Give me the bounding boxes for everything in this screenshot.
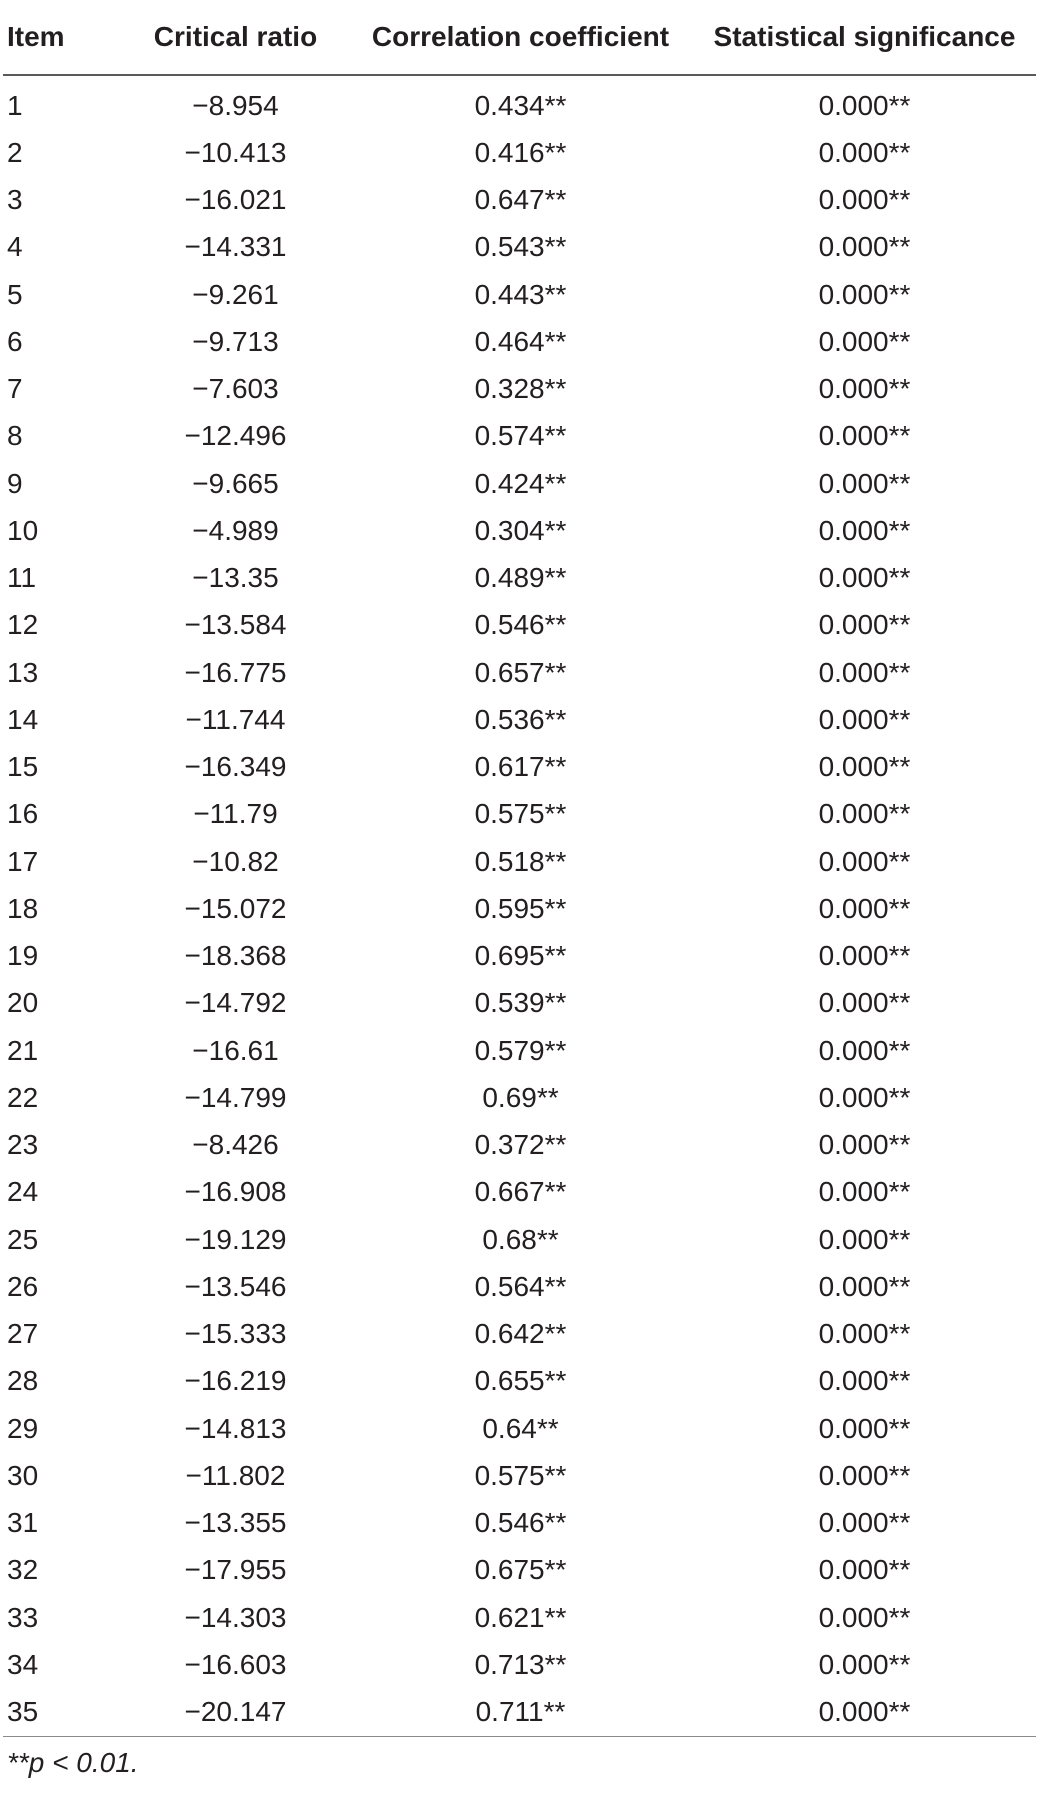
cell-critical-ratio: −14.813 [184,1412,287,1444]
cell-correlation-coefficient: 0.304** [474,514,567,546]
cell-item: 23 [7,1129,39,1161]
cell-critical-ratio: −20.147 [123,1689,348,1737]
cell-statistical-significance: 0.000** [818,1176,911,1208]
cell-statistical-significance: 0.000** [693,1689,1036,1737]
cell-critical-ratio: −11.79 [193,798,278,830]
cell-critical-ratio: −16.021 [184,184,287,216]
cell-correlation-coefficient: 0.713** [474,1648,567,1680]
table-row [3,1500,1036,1547]
cell-correlation-coefficient: 0.68** [482,1223,559,1255]
cell-item: 11 [7,562,37,594]
cell-critical-ratio: −14.303 [184,1601,287,1633]
item-analysis-table [3,0,1036,1737]
cell-item: 19 [7,940,39,972]
cell-correlation-coefficient: 0.657** [474,656,567,688]
cell-statistical-significance: 0.000** [818,184,911,216]
cell-critical-ratio: −4.989 [192,514,279,546]
cell-critical-ratio: −12.496 [184,420,287,452]
cell-critical-ratio: −11.744 [185,703,286,735]
cell-critical-ratio: −17.955 [184,1554,287,1586]
cell-correlation-coefficient: 0.416** [474,136,567,168]
cell-correlation-coefficient: 0.464** [474,325,567,357]
cell-statistical-significance: 0.000** [818,89,911,121]
cell-critical-ratio: −13.584 [184,609,287,641]
cell-critical-ratio: −8.426 [192,1129,279,1161]
cell-statistical-significance: 0.000** [818,1270,911,1302]
cell-item: 30 [7,1459,39,1491]
cell-correlation-coefficient: 0.434** [474,89,567,121]
cell-correlation-coefficient: 0.675** [474,1554,567,1586]
cell-statistical-significance: 0.000** [818,1365,911,1397]
cell-item: 16 [7,798,39,830]
table-row [3,555,1036,602]
cell-critical-ratio: −13.355 [184,1507,287,1539]
cell-statistical-significance: 0.000** [818,1318,911,1350]
table-row [3,129,1036,176]
table-row [3,933,1036,980]
cell-statistical-significance: 0.000** [818,514,911,546]
cell-statistical-significance: 0.000** [818,703,911,735]
table-row [3,318,1036,365]
cell-critical-ratio: −7.603 [192,373,279,405]
table-row [3,1122,1036,1169]
cell-item: 24 [7,1176,39,1208]
table-row [3,1594,1036,1641]
table-row [3,366,1036,413]
cell-statistical-significance: 0.000** [818,845,911,877]
cell-item: 21 [7,1034,39,1066]
cell-statistical-significance: 0.000** [818,1223,911,1255]
cell-critical-ratio: −14.799 [184,1081,287,1113]
cell-critical-ratio: −9.665 [192,467,279,499]
cell-item: 34 [7,1648,39,1680]
table-row [3,980,1036,1027]
cell-critical-ratio: −16.603 [184,1648,287,1680]
cell-item: 3 [7,184,23,216]
cell-critical-ratio: −16.219 [184,1365,287,1397]
cell-critical-ratio: −16.349 [184,751,287,783]
cell-statistical-significance: 0.000** [818,609,911,641]
cell-item: 26 [7,1270,39,1302]
table-row [3,696,1036,743]
table-row [3,1027,1036,1074]
cell-statistical-significance: 0.000** [818,656,911,688]
cell-item: 9 [7,467,23,499]
cell-correlation-coefficient: 0.546** [474,1507,567,1539]
table-row [3,1547,1036,1594]
cell-statistical-significance: 0.000** [818,325,911,357]
cell-statistical-significance: 0.000** [818,1412,911,1444]
cell-correlation-coefficient: 0.647** [474,184,567,216]
cell-correlation-coefficient: 0.711** [348,1689,693,1737]
header-row [3,0,1036,75]
cell-item: 6 [7,325,23,357]
cell-critical-ratio: −9.261 [192,278,279,310]
table-row [3,649,1036,696]
table-row [3,271,1036,318]
cell-correlation-coefficient: 0.575** [474,1459,567,1491]
cell-correlation-coefficient: 0.579** [474,1034,567,1066]
cell-correlation-coefficient: 0.617** [474,751,567,783]
cell-statistical-significance: 0.000** [818,892,911,924]
cell-critical-ratio: −13.546 [184,1270,287,1302]
cell-statistical-significance: 0.000** [818,278,911,310]
cell-critical-ratio: −16.775 [184,656,287,688]
table-footnote: **p < 0.01. [7,1746,139,1778]
cell-statistical-significance: 0.000** [818,751,911,783]
cell-statistical-significance: 0.000** [818,467,911,499]
cell-critical-ratio: −9.713 [192,325,279,357]
header-critical-ratio: Critical ratio [123,0,348,75]
cell-critical-ratio: −8.954 [192,89,279,121]
cell-item: 29 [7,1412,39,1444]
cell-correlation-coefficient: 0.536** [474,703,567,735]
cell-correlation-coefficient: 0.69** [482,1081,559,1113]
cell-critical-ratio: −10.82 [192,845,279,877]
cell-statistical-significance: 0.000** [818,940,911,972]
cell-item: 1 [7,89,23,121]
table-row [3,1311,1036,1358]
cell-statistical-significance: 0.000** [818,1034,911,1066]
cell-item: 17 [7,845,39,877]
cell-correlation-coefficient: 0.328** [474,373,567,405]
cell-correlation-coefficient: 0.372** [474,1129,567,1161]
cell-item: 20 [7,987,39,1019]
header-statistical-significance: Statistical significance [693,0,1036,75]
table-row [3,1358,1036,1405]
cell-correlation-coefficient: 0.64** [482,1412,559,1444]
table-row [3,744,1036,791]
item-analysis-table-container [3,0,1036,1779]
table-row [3,1405,1036,1452]
cell-statistical-significance: 0.000** [818,1507,911,1539]
cell-critical-ratio: −16.908 [184,1176,287,1208]
cell-statistical-significance: 0.000** [818,798,911,830]
cell-item: 25 [7,1223,39,1255]
table-row [3,413,1036,460]
cell-item: 15 [7,751,39,783]
cell-statistical-significance: 0.000** [818,136,911,168]
cell-correlation-coefficient: 0.595** [474,892,567,924]
cell-statistical-significance: 0.000** [818,1459,911,1491]
table-row [3,1216,1036,1263]
header-correlation-coefficient: Correlation coefficient [348,0,693,75]
table-row [3,602,1036,649]
cell-correlation-coefficient: 0.539** [474,987,567,1019]
cell-critical-ratio: −18.368 [184,940,287,972]
cell-correlation-coefficient: 0.543** [474,231,567,263]
cell-correlation-coefficient: 0.695** [474,940,567,972]
cell-correlation-coefficient: 0.642** [474,1318,567,1350]
cell-item: 13 [7,656,39,688]
cell-critical-ratio: −10.413 [184,136,287,168]
cell-correlation-coefficient: 0.443** [474,278,567,310]
table-row [3,1452,1036,1499]
cell-statistical-significance: 0.000** [818,420,911,452]
table-row [3,177,1036,224]
cell-correlation-coefficient: 0.424** [474,467,567,499]
cell-item: 14 [7,703,39,735]
cell-correlation-coefficient: 0.575** [474,798,567,830]
cell-correlation-coefficient: 0.518** [474,845,567,877]
cell-statistical-significance: 0.000** [818,987,911,1019]
cell-statistical-significance: 0.000** [818,231,911,263]
cell-item: 7 [7,373,23,405]
cell-item: 4 [7,231,23,263]
cell-correlation-coefficient: 0.655** [474,1365,567,1397]
table-row [3,507,1036,554]
cell-critical-ratio: −15.072 [184,892,287,924]
cell-correlation-coefficient: 0.667** [474,1176,567,1208]
cell-statistical-significance: 0.000** [818,1554,911,1586]
cell-critical-ratio: −13.35 [192,562,279,594]
cell-item: 32 [7,1554,39,1586]
cell-item: 28 [7,1365,39,1397]
cell-item: 18 [7,892,39,924]
cell-critical-ratio: −11.802 [185,1459,286,1491]
cell-item: 2 [7,136,23,168]
cell-correlation-coefficient: 0.564** [474,1270,567,1302]
cell-critical-ratio: −14.792 [184,987,287,1019]
cell-critical-ratio: −15.333 [184,1318,287,1350]
cell-correlation-coefficient: 0.621** [474,1601,567,1633]
cell-statistical-significance: 0.000** [818,1648,911,1680]
table-row [3,460,1036,507]
cell-item: 8 [7,420,23,452]
table-body [3,75,1036,1736]
cell-statistical-significance: 0.000** [818,1601,911,1633]
cell-statistical-significance: 0.000** [818,562,911,594]
cell-critical-ratio: −14.331 [184,231,287,263]
cell-item: 31 [7,1507,39,1539]
cell-statistical-significance: 0.000** [818,373,911,405]
cell-item: 5 [7,278,23,310]
cell-item: 22 [7,1081,39,1113]
cell-correlation-coefficient: 0.574** [474,420,567,452]
table-row [3,1074,1036,1121]
cell-critical-ratio: −19.129 [184,1223,287,1255]
header-item: Item [3,0,123,75]
table-header [3,0,1036,75]
cell-correlation-coefficient: 0.546** [474,609,567,641]
cell-statistical-significance: 0.000** [818,1129,911,1161]
cell-item: 12 [7,609,39,641]
table-row [3,838,1036,885]
cell-critical-ratio: −16.61 [192,1034,279,1066]
cell-item: 27 [7,1318,39,1350]
cell-statistical-significance: 0.000** [818,1081,911,1113]
cell-correlation-coefficient: 0.489** [474,562,567,594]
cell-item: 33 [7,1601,39,1633]
cell-item: 35 [3,1689,123,1737]
table-row [3,1169,1036,1216]
table-row [3,224,1036,271]
cell-item: 10 [7,514,39,546]
table-row [3,1641,1036,1688]
table-row [3,1263,1036,1310]
table-row [3,75,1036,129]
table-row [3,1689,1036,1737]
table-row [3,791,1036,838]
table-row [3,885,1036,932]
